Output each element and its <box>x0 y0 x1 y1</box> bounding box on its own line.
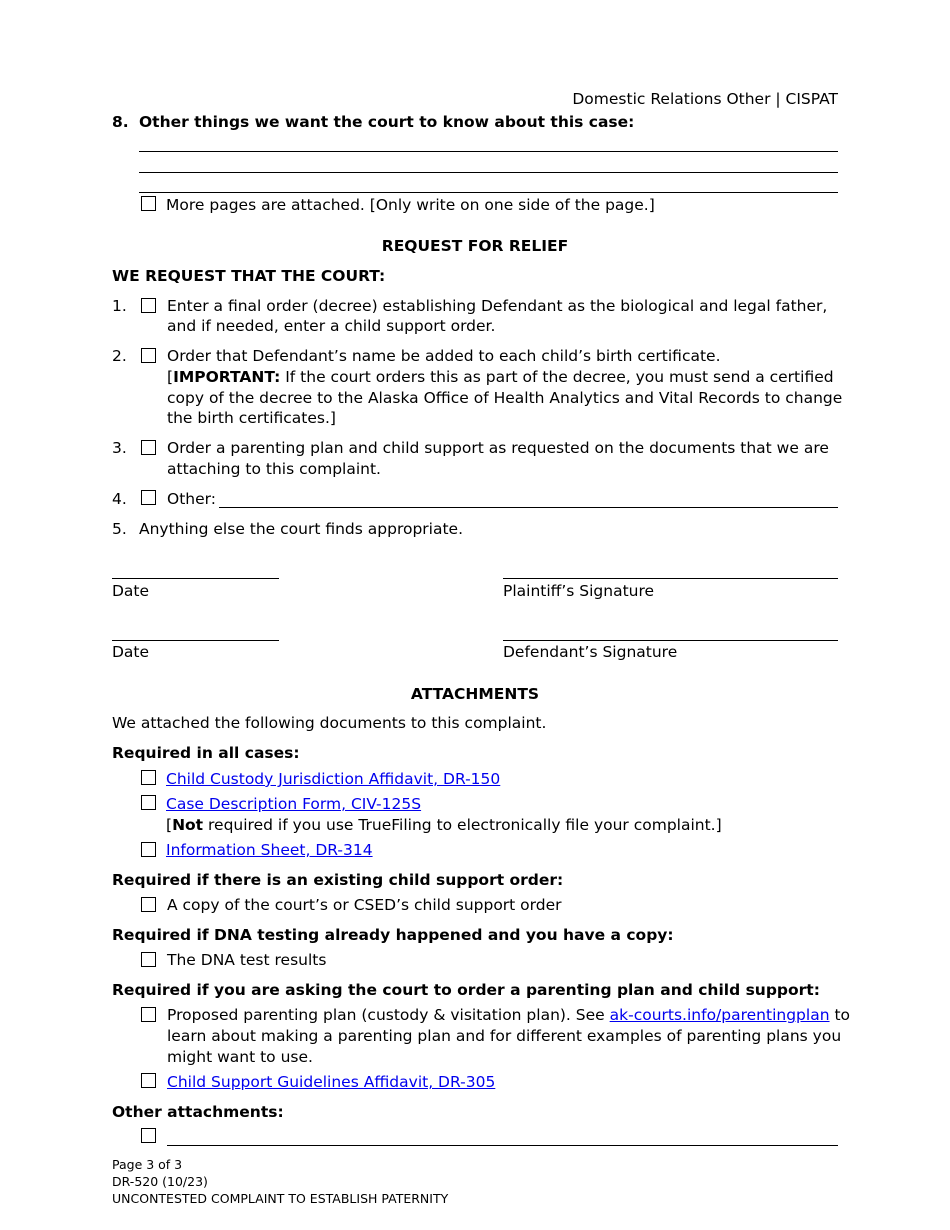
dr314-checkbox[interactable] <box>141 842 156 857</box>
relief-item-3-checkbox[interactable] <box>141 440 156 455</box>
dr314-link[interactable]: Information Sheet, DR-314 <box>166 841 373 859</box>
other-attachment-line[interactable] <box>167 1145 838 1146</box>
plaintiff-signature-line[interactable] <box>503 578 838 579</box>
relief-item-3-text: Order a parenting plan and child support as requested on the documents that we are <box>167 439 829 457</box>
form-number: DR-520 (10/23) <box>112 1174 208 1189</box>
plaintiff-signature-label: Plaintiff’s Signature <box>503 582 655 600</box>
more-pages-label: More pages are attached. [Only write on one side of the page.] <box>166 196 655 214</box>
truefiling-note <box>166 815 722 836</box>
other-input-line[interactable] <box>219 507 838 508</box>
important-label: IMPORTANT: <box>173 368 281 386</box>
relief-item-1-text: Enter a final order (decree) establishing Defendant as the biological and legal father, <box>167 297 828 315</box>
parenting-plan-text: learn about making a parenting plan and for different examples of parenting plans you <box>167 1027 842 1045</box>
other-attachments-title: Other attachments: <box>112 1103 284 1121</box>
relief-item-5-text: Anything else the court finds appropriate. <box>139 520 464 538</box>
section-8-title: Other things we want the court to know about this case: <box>139 113 635 131</box>
relief-item-2-checkbox[interactable] <box>141 348 156 363</box>
relief-item-number: 1. <box>112 297 127 315</box>
defendant-signature-line[interactable] <box>503 640 838 641</box>
relief-item-2-text: the birth certificates.] <box>167 409 336 427</box>
important-text: If the court orders this as part of the decree, you must send a certified <box>280 368 834 386</box>
dr150-link[interactable]: Child Custody Jurisdiction Affidavit, DR-150 <box>166 770 501 788</box>
note-text: required if you use TrueFiling to electronically file your complaint.] <box>203 816 722 834</box>
defendant-signature-label: Defendant’s Signature <box>503 643 678 661</box>
parentingplan-link[interactable]: ak-courts.info/parentingplan <box>609 1006 830 1024</box>
parenting-plan-text <box>167 1005 850 1026</box>
page-number: Page 3 of 3 <box>112 1157 183 1172</box>
parenting-plan-pre: Proposed parenting plan (custody & visitation plan). See <box>167 1006 610 1024</box>
relief-item-number: 2. <box>112 347 127 365</box>
date-label: Date <box>112 582 150 600</box>
support-order-label: A copy of the court’s or CSED’s child support order <box>167 896 562 914</box>
attachments-heading: ATTACHMENTS <box>410 685 540 703</box>
relief-item-1-checkbox[interactable] <box>141 298 156 313</box>
dna-label: The DNA test results <box>167 951 327 969</box>
civ125s-link[interactable]: Case Description Form, CIV-125S <box>166 795 422 813</box>
relief-item-number: 4. <box>112 490 127 508</box>
other-label: Other: <box>167 490 216 508</box>
date-line[interactable] <box>112 578 279 579</box>
relief-item-number: 3. <box>112 439 127 457</box>
bracket: [ <box>167 368 174 386</box>
date-label: Date <box>112 643 150 661</box>
attachments-intro: We attached the following documents to this complaint. <box>112 714 547 732</box>
important-note <box>167 367 834 388</box>
dna-title: Required if DNA testing already happened and you have a copy: <box>112 926 674 944</box>
relief-item-3-text: attaching to this complaint. <box>167 460 381 478</box>
writing-line[interactable] <box>139 151 838 152</box>
relief-item-2-text: Order that Defendant’s name be added to each child’s birth certificate. <box>167 347 721 365</box>
request-for-relief-heading: REQUEST FOR RELIEF <box>381 237 569 255</box>
dr150-checkbox[interactable] <box>141 770 156 785</box>
section-8-number: 8. <box>112 113 129 131</box>
relief-item-4-checkbox[interactable] <box>141 490 156 505</box>
support-order-checkbox[interactable] <box>141 897 156 912</box>
dr305-link[interactable]: Child Support Guidelines Affidavit, DR-305 <box>167 1073 496 1091</box>
relief-item-number: 5. <box>112 520 127 538</box>
dr305-checkbox[interactable] <box>141 1073 156 1088</box>
date-line[interactable] <box>112 640 279 641</box>
more-pages-checkbox[interactable] <box>141 196 156 211</box>
parenting-title: Required if you are asking the court to order a parenting plan and child support: <box>112 981 820 999</box>
writing-line[interactable] <box>139 192 838 193</box>
relief-item-1-text: and if needed, enter a child support order. <box>167 317 496 335</box>
not-label: Not <box>172 816 204 834</box>
parenting-plan-checkbox[interactable] <box>141 1007 156 1022</box>
form-title: UNCONTESTED COMPLAINT TO ESTABLISH PATERNITY <box>112 1191 449 1206</box>
bracket: [ <box>166 816 173 834</box>
request-intro: WE REQUEST THAT THE COURT: <box>112 267 386 285</box>
other-attachment-checkbox[interactable] <box>141 1128 156 1143</box>
existing-support-title: Required if there is an existing child support order: <box>112 871 564 889</box>
required-all-title: Required in all cases: <box>112 744 300 762</box>
parenting-plan-post: to <box>829 1006 851 1024</box>
civ125s-checkbox[interactable] <box>141 795 156 810</box>
case-type-header: Domestic Relations Other | CISPAT <box>572 90 838 108</box>
dna-checkbox[interactable] <box>141 952 156 967</box>
relief-item-2-text: copy of the decree to the Alaska Office of Health Analytics and Vital Records to change <box>167 389 843 407</box>
writing-line[interactable] <box>139 172 838 173</box>
parenting-plan-text: might want to use. <box>167 1048 313 1066</box>
